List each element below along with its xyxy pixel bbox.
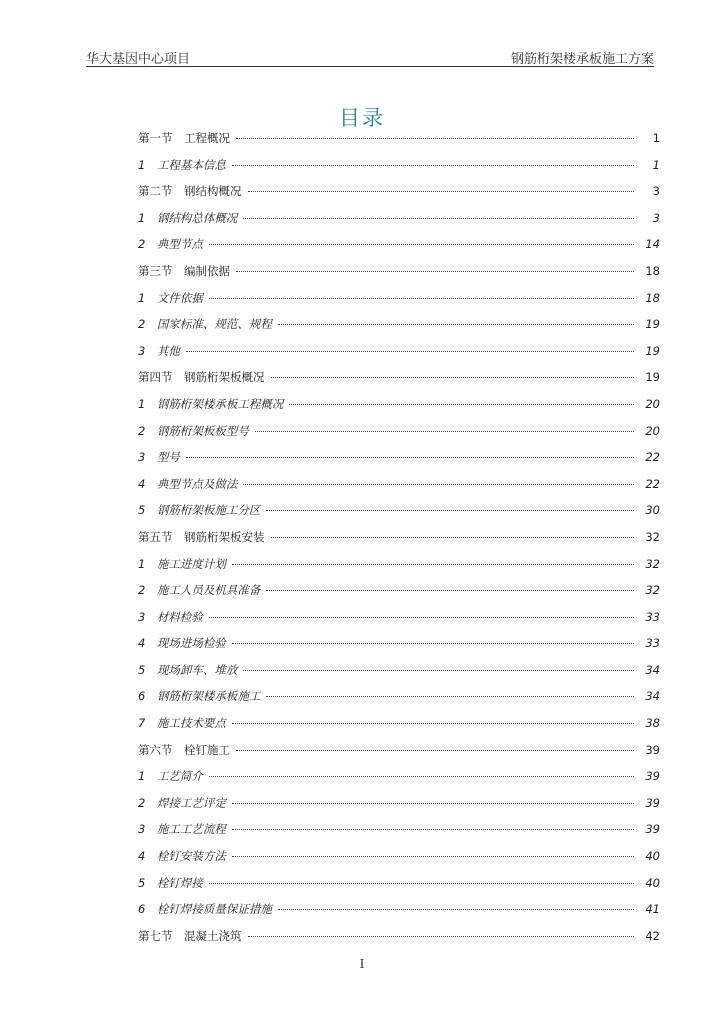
- toc-entry-page-number: 32: [645, 583, 660, 598]
- page-number: I: [359, 957, 365, 971]
- toc-entry-page-number: 19: [645, 370, 660, 385]
- toc-entry-page-number: 30: [645, 503, 660, 518]
- toc-entry-page-number: 40: [645, 875, 660, 890]
- toc-dot-leader: [232, 723, 634, 724]
- toc-dot-leader: [209, 883, 634, 884]
- header-project-name: 华大基因中心项目: [86, 52, 191, 67]
- toc-entry-label: 5 钢筋桁架板施工分区: [138, 503, 261, 518]
- toc-dot-leader: [236, 750, 634, 751]
- toc-entry-label: 1 钢结构总体概况: [138, 210, 238, 225]
- toc-entry-label: 2 国家标准、规范、规程: [138, 317, 272, 332]
- toc-subsection-entry[interactable]: [138, 152, 660, 179]
- toc-subsection-entry[interactable]: [138, 763, 660, 790]
- toc-entry-page-number: 22: [645, 450, 660, 465]
- toc-entry-page-number: 34: [645, 662, 660, 677]
- toc-dot-leader: [232, 829, 634, 830]
- toc-entry-page-number: 3: [652, 210, 660, 225]
- toc-entry-label: 4 典型节点及做法: [138, 476, 238, 491]
- toc-entry-page-number: 22: [645, 476, 660, 491]
- toc-entry-label: 1 工程基本信息: [138, 157, 226, 172]
- toc-subsection-entry[interactable]: [138, 205, 660, 232]
- toc-dot-leader: [209, 244, 634, 245]
- toc-subsection-entry[interactable]: [138, 816, 660, 843]
- toc-subsection-entry[interactable]: [138, 710, 660, 737]
- toc-entry-page-number: 32: [645, 529, 660, 544]
- toc-entry-label: 7 施工技术要点: [138, 716, 226, 731]
- toc-dot-leader: [278, 909, 634, 910]
- toc-entry-label: 3 其他: [138, 343, 180, 358]
- toc-entry-label: 第六节 栓钉施工: [138, 742, 230, 757]
- toc-dot-leader: [243, 670, 634, 671]
- toc-dot-leader: [278, 324, 634, 325]
- toc-entry-label: 2 典型节点: [138, 237, 203, 252]
- toc-entry-page-number: 34: [645, 689, 660, 704]
- toc-section-entry[interactable]: [138, 258, 660, 285]
- header-document-title: 钢筋桁架楼承板施工方案: [510, 52, 654, 67]
- toc-dot-leader: [186, 457, 634, 458]
- toc-dot-leader: [266, 590, 634, 591]
- toc-entry-page-number: 33: [645, 636, 660, 651]
- toc-entry-page-number: 3: [652, 184, 660, 199]
- toc-entry-page-number: 39: [645, 822, 660, 837]
- toc-subsection-entry[interactable]: [138, 471, 660, 498]
- toc-dot-leader: [232, 165, 634, 166]
- toc-entry-label: 1 施工进度计划: [138, 556, 226, 571]
- toc-dot-leader: [243, 484, 634, 485]
- toc-entry-label: 6 栓钉焊接质量保证措施: [138, 902, 272, 917]
- toc-dot-leader: [271, 537, 635, 538]
- toc-section-entry[interactable]: [138, 178, 660, 205]
- toc-entry-page-number: 41: [645, 902, 660, 917]
- toc-entry-label: 第七节 混凝土浇筑: [138, 928, 242, 943]
- toc-entry-label: 1 钢筋桁架楼承板工程概况: [138, 396, 284, 411]
- toc-entry-label: 第一节 工程概况: [138, 131, 230, 145]
- toc-entry-label: 第五节 钢筋桁架板安装: [138, 529, 265, 544]
- toc-entry-label: 6 钢筋桁架楼承板施工: [138, 689, 261, 704]
- toc-section-entry[interactable]: [138, 364, 660, 391]
- toc-entry-page-number: 39: [645, 769, 660, 784]
- toc-entry-page-number: 32: [645, 556, 660, 571]
- toc-entry-page-number: 42: [645, 928, 660, 943]
- toc-subsection-entry[interactable]: [138, 683, 660, 710]
- toc-entry-page-number: 19: [645, 317, 660, 332]
- toc-entry-label: 1 工艺简介: [138, 769, 203, 784]
- toc-entry-label: 4 栓钉安装方法: [138, 849, 226, 864]
- toc-subsection-entry[interactable]: [138, 444, 660, 471]
- toc-subsection-entry[interactable]: [138, 391, 660, 418]
- toc-subsection-entry[interactable]: [138, 285, 660, 312]
- toc-entry-page-number: 40: [645, 849, 660, 864]
- page-header: [86, 46, 654, 67]
- toc-section-entry[interactable]: [138, 923, 660, 950]
- toc-entry-label: 5 栓钉焊接: [138, 875, 203, 890]
- toc-subsection-entry[interactable]: [138, 657, 660, 684]
- toc-dot-leader: [236, 138, 634, 139]
- toc-entry-page-number: 1: [652, 157, 660, 172]
- toc-section-entry[interactable]: [138, 125, 660, 152]
- toc-entry-page-number: 39: [645, 742, 660, 757]
- toc-entry-label: 3 材料检验: [138, 609, 203, 624]
- toc-dot-leader: [289, 404, 634, 405]
- toc-subsection-entry[interactable]: [138, 311, 660, 338]
- toc-dot-leader: [243, 218, 634, 219]
- toc-entry-page-number: 20: [645, 396, 660, 411]
- toc-subsection-entry[interactable]: [138, 630, 660, 657]
- toc-dot-leader: [232, 564, 634, 565]
- table-of-contents: [138, 125, 660, 949]
- toc-dot-leader: [248, 191, 635, 192]
- toc-dot-leader: [271, 377, 635, 378]
- toc-dot-leader: [266, 510, 634, 511]
- toc-entry-page-number: 14: [645, 237, 660, 252]
- toc-entry-label: 2 钢筋桁架板板型号: [138, 423, 249, 438]
- toc-dot-leader: [232, 643, 634, 644]
- toc-subsection-entry[interactable]: [138, 604, 660, 631]
- toc-entry-label: 第二节 钢结构概况: [138, 184, 242, 199]
- toc-entry-page-number: 19: [645, 343, 660, 358]
- toc-entry-page-number: 18: [645, 290, 660, 305]
- toc-entry-label: 2 施工人员及机具准备: [138, 583, 261, 598]
- toc-subsection-entry[interactable]: [138, 896, 660, 923]
- toc-entry-page-number: 18: [645, 263, 660, 278]
- toc-entry-label: 1 文件依据: [138, 290, 203, 305]
- toc-dot-leader: [232, 856, 634, 857]
- toc-entry-label: 第三节 编制依据: [138, 263, 230, 278]
- toc-subsection-entry[interactable]: [138, 497, 660, 524]
- toc-title: 目录: [339, 106, 385, 130]
- toc-section-entry[interactable]: [138, 524, 660, 551]
- toc-dot-leader: [209, 617, 634, 618]
- toc-subsection-entry[interactable]: [138, 338, 660, 365]
- toc-entry-label: 4 现场进场检验: [138, 636, 226, 651]
- toc-subsection-entry[interactable]: [138, 418, 660, 445]
- toc-subsection-entry[interactable]: [138, 843, 660, 870]
- toc-entry-page-number: 38: [645, 716, 660, 731]
- toc-section-entry[interactable]: [138, 737, 660, 764]
- toc-entry-page-number: 33: [645, 609, 660, 624]
- toc-subsection-entry[interactable]: [138, 790, 660, 817]
- toc-entry-label: 第四节 钢筋桁架板概况: [138, 370, 265, 385]
- toc-dot-leader: [266, 696, 634, 697]
- toc-subsection-entry[interactable]: [138, 551, 660, 578]
- toc-entry-label: 2 焊接工艺评定: [138, 795, 226, 810]
- toc-entry-label: 5 现场卸车、堆放: [138, 662, 238, 677]
- toc-dot-leader: [209, 298, 634, 299]
- toc-dot-leader: [186, 351, 634, 352]
- toc-dot-leader: [232, 803, 634, 804]
- toc-entry-label: 3 型号: [138, 450, 180, 465]
- toc-dot-leader: [209, 776, 634, 777]
- toc-entry-page-number: 1: [652, 131, 660, 145]
- toc-entry-label: 3 施工工艺流程: [138, 822, 226, 837]
- toc-subsection-entry[interactable]: [138, 577, 660, 604]
- toc-dot-leader: [236, 271, 634, 272]
- toc-subsection-entry[interactable]: [138, 231, 660, 258]
- toc-entry-page-number: 39: [645, 795, 660, 810]
- toc-dot-leader: [255, 431, 634, 432]
- toc-subsection-entry[interactable]: [138, 870, 660, 897]
- toc-dot-leader: [248, 936, 635, 937]
- toc-entry-page-number: 20: [645, 423, 660, 438]
